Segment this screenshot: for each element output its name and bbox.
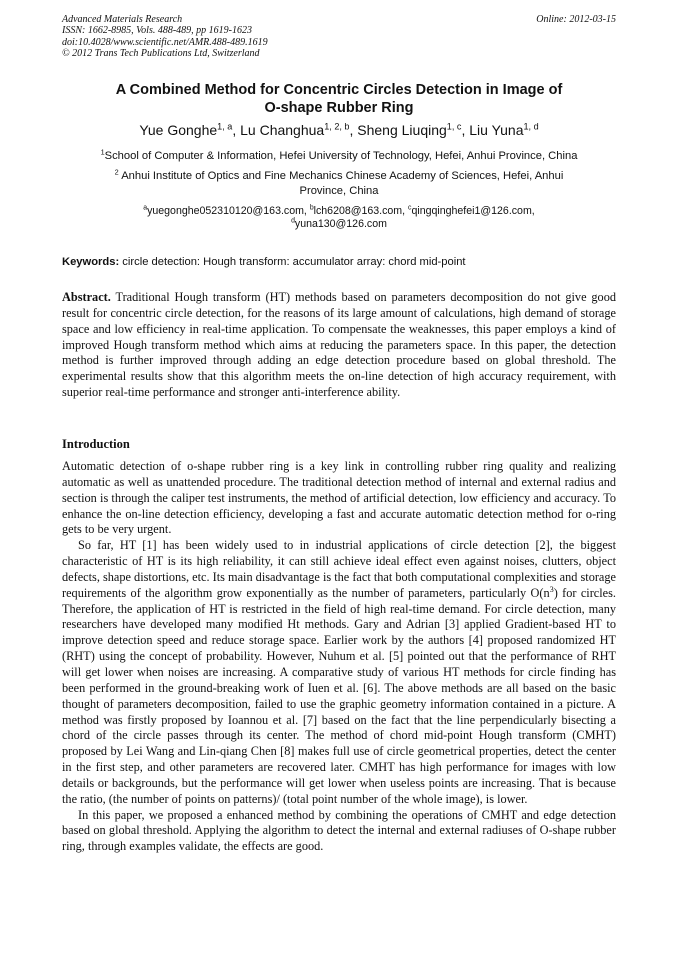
author-list [62,121,616,139]
email-address: yuegonghe052310120@163.com, [147,205,310,217]
intro-paragraph-1: Automatic detection of o-shape rubber ring is a key link in controlling rubber ring quality and realizing automatic as well as unattended procedure. The traditional detection method of internal and external radius and section is through the caliper test instruments, the method of artificial detection, low efficiency and accuracy. To enhance the on-line detection efficiency, developing a fast and accurate automatic detection method for o-ring gets to be very urgent. [62,459,616,537]
author-affiliation-mark: 1, 2, b [324,121,350,132]
affiliation-2-mark: 2 [114,167,119,177]
journal-name: Advanced Materials Research [62,14,183,25]
introduction-body [62,459,616,855]
author-separator: , [349,122,358,138]
intro-paragraph-2-part-a: So far, HT [1] has been widely used to in industrial applications of circle detection [2], the biggest characteristic of HT is its high reliability, it can still achieve ideal effect even against noises, clutters, object defects, shape distortions, etc. Its main disadvantage is the fact that both computational complexities and storage requirements of the algorithm grow exponentially as the number of parameters, particularly O(n [62,538,616,600]
email-mark: c [408,204,412,212]
author-separator: , [461,122,470,138]
email-address: yuna130@126.com [294,218,387,230]
author-emails [62,205,616,231]
author-affiliation-mark: 1, c [446,121,462,132]
author-name: Sheng Liuqing [357,122,447,138]
journal-header [62,14,616,60]
email-address: lch6208@163.com, [313,205,409,217]
email-mark: b [309,204,314,212]
affiliation-1 [62,149,616,164]
intro-paragraph-2-part-b: ) for circles. Therefore, the application of HT is restricted in the field of high real-time demand. For circle detection, many researchers have developed many modified Ht methods. Gary and Adrian [3] applied Gradient-based HT to improve detection speed and reduce storage space. Earlier work by the authors [4] proposed randomized HT (RHT) using the concept of probability. However, Nuhum et al. [5] pointed out that the performance of RHT will get lower when noises are increasing. A comparative study of various HT methods for circle finding has been performed in the ground-breaking work of Iuen et al. [6]. The above methods are all based on the basic thought of parameters decomposition, failed to use the graphic geometry information contained in a picture. A method was firstly proposed by Ioannou et al. [7] based on the fact that the line perpendicularly bisecting a chord of the circle passes through its center. The method of chord mid-point Hough transform (CMHT) proposed by Lei Wang and Lin-qiang Chen [8] makes full use of circle geometrical properties, detect the center in the first step, and other parameters are recovered later. CMHT has high performance for images with low details or backgrounds, but the performance will get lower when useless points are increasing. That is because the ratio, (the number of points on patterns)/ (total point number of the whole image), is lower. [62,585,617,806]
doi-line: doi:10.4028/www.scientific.net/AMR.488-489.1619 [62,36,268,48]
online-date: Online: 2012-03-15 [536,14,616,25]
affiliation-2-line-1: Anhui Institute of Optics and Fine Mechanics Chinese Academy of Sciences, Hefei, Anhui [121,170,564,182]
copyright-line: © 2012 Trans Tech Publications Ltd, Switzerland [62,48,260,60]
keywords-text: circle detection: Hough transform: accumulator array: chord mid-point [119,256,466,268]
author-name: Lu Changhua [240,122,325,138]
abstract [62,290,616,401]
section-heading-introduction: Introduction [62,437,130,451]
author-affiliation-mark: 1, d [523,121,539,132]
issn-line: ISSN: 1662-8985, Vols. 488-489, pp 1619-1623 [62,25,252,37]
author-name: Yue Gonghe [139,122,218,138]
keywords [62,255,616,269]
author-separator: , [232,122,241,138]
title-line-2: O-shape Rubber Ring [264,100,414,116]
title-line-1: A Combined Method for Concentric Circles Detection in Image of [115,82,563,98]
affiliation-1-mark: 1 [100,147,105,157]
intro-paragraph-3: In this paper, we proposed a enhanced method by combining the operations of CMHT and edge detection based on global threshold. Applying the algorithm to detect the internal and external radiuses of O-shape rubber ring, through examples validate, the effects are good. [62,807,616,854]
email-mark: d [291,217,295,225]
keywords-label: Keywords: [62,256,120,268]
abstract-label: Abstract. [62,290,111,304]
paper-title [62,81,616,117]
email-address: qingqinghefei1@126.com, [411,205,535,217]
exponent: 3 [549,584,554,594]
affiliation-2 [62,169,616,199]
intro-paragraph-2 [62,538,616,807]
affiliation-2-line-2: Province, China [299,185,379,197]
email-mark: a [143,204,148,212]
author-name: Liu Yuna [469,122,524,138]
affiliation-1-text: School of Computer & Information, Hefei University of Technology, Hefei, Anhui Province, China [104,150,578,162]
abstract-text: Traditional Hough transform (HT) methods based on parameters decomposition do not give good result for concentric circle detection, for the reasons of its large amount of calculations, high demand of storage space and low efficiency in real-time application. To compensate the weaknesses, this paper employs a kind of improved Hough transform method which aims at reducing the parameters space. In this paper, the detection method is further improved through adding an edge detection procedure based on global threshold. The experimental results show that this algorithm meets the on-line detection of high accuracy requirement, with superior real-time performance and stronger anti-interference ability. [62,290,616,400]
author-affiliation-mark: 1, a [217,121,233,132]
